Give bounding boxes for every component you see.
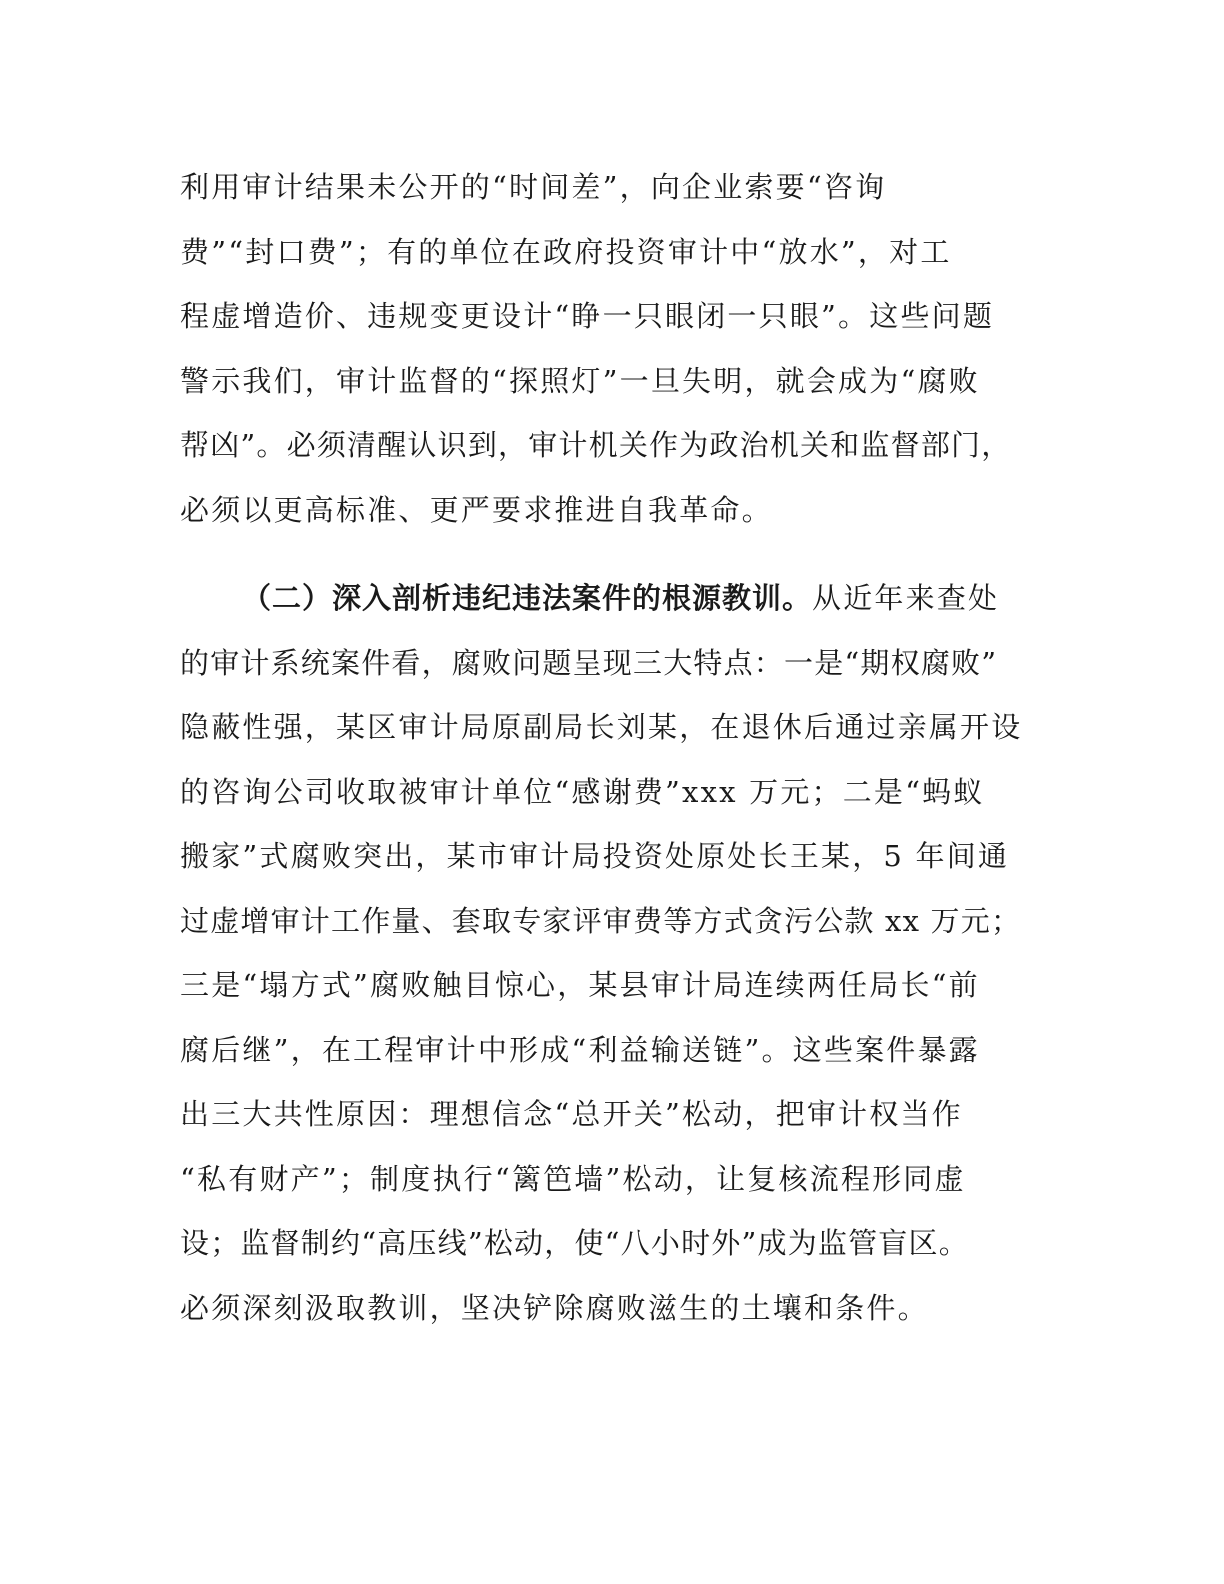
paragraph-line: 费”“封口费”；有的单位在政府投资审计中“放水”，对工 (180, 234, 952, 269)
paragraph-line: 必须深刻汲取教训，坚决铲除腐败滋生的土壤和条件。 (180, 1290, 929, 1325)
paragraph-2 (180, 566, 1060, 1340)
paragraph-line: 隐蔽性强，某区审计局原副局长刘某，在退休后通过亲属开设 (180, 710, 1023, 744)
paragraph-line: 过虚增审计工作量、套取专家评审费等方式贪污公款 xx 万元； (180, 903, 1022, 938)
paragraph-line: 三是“塌方式”腐败触目惊心，某县审计局连续两任局长“前 (180, 968, 980, 1002)
paragraph-line: 程虚增造价、违规变更设计“睁一只眼闭一只眼”。这些问题 (180, 299, 995, 333)
heading-line-continuation: 从近年来查处 (812, 581, 1000, 615)
paragraph-line: 腐后继”，在工程审计中形成“利益输送链”。这些案件暴露 (180, 1032, 980, 1067)
paragraph-line: 帮凶”。必须清醒认识到，审计机关作为政治机关和监督部门， (180, 428, 1012, 462)
section-heading: （二）深入剖析违纪违法案件的根源教训。 (242, 581, 813, 615)
paragraph-line: 搬家”式腐败突出，某市审计局投资处原处长王某，5 年间通 (180, 839, 1010, 873)
paragraph-line: 警示我们，审计监督的“探照灯”一旦失明，就会成为“腐败 (180, 363, 980, 398)
paragraph-line: 的咨询公司收取被审计单位“感谢费”xxx 万元；二是“蚂蚁 (180, 774, 985, 809)
paragraph-line: 设；监督制约“高压线”松动，使“八小时外”成为监管盲区。 (180, 1226, 969, 1260)
paragraph-line: 的审计系统案件看，腐败问题呈现三大特点：一是“期权腐败” (180, 645, 998, 680)
paragraph-1 (180, 155, 1060, 542)
paragraph-line: 利用审计结果未公开的“时间差”，向企业索要“咨询 (180, 170, 887, 204)
paragraph-spacer (180, 542, 1060, 566)
body-text (180, 155, 1060, 1340)
paragraph-line: “私有财产”；制度执行“篱笆墙”松动，让复核流程形同虚 (180, 1161, 966, 1196)
paragraph-line: 出三大共性原因：理想信念“总开关”松动，把审计权当作 (180, 1097, 963, 1131)
paragraph-line: 必须以更高标准、更严要求推进自我革命。 (180, 492, 773, 527)
paragraph-first-line (180, 566, 1060, 631)
